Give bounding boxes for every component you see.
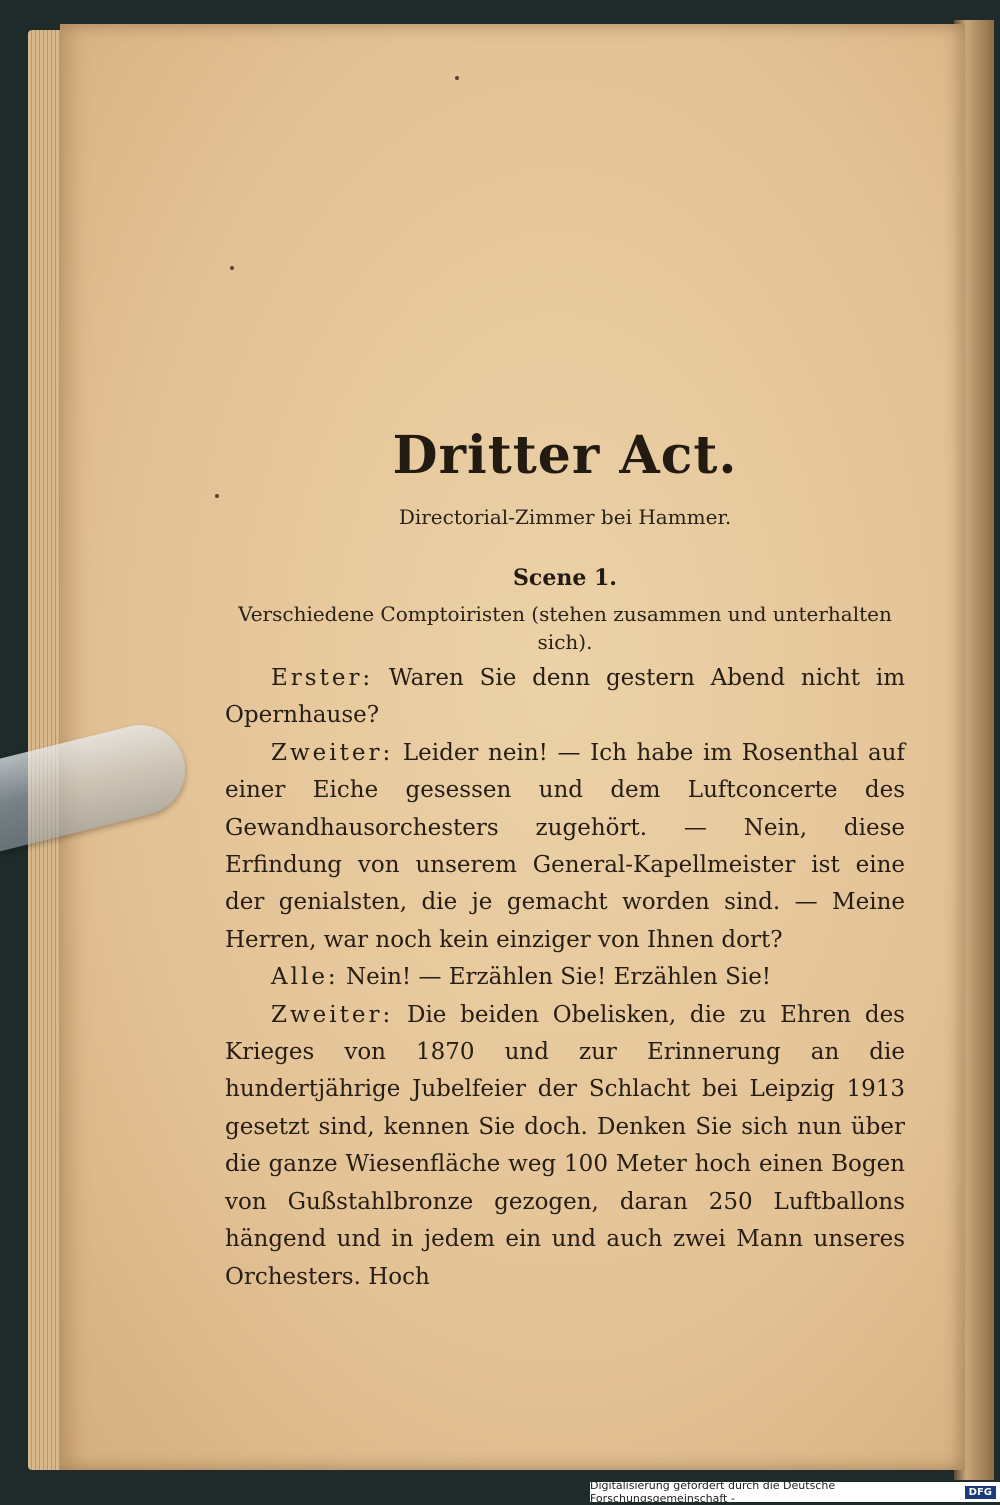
digitization-footer (590, 1479, 1000, 1505)
setting-line: Directorial-Zimmer bei Hammer. (398, 505, 732, 529)
stage-direction: Verschiedene Comptoiristen (stehen zusammen und unterhalten sich). (238, 602, 892, 654)
paper-speck (455, 76, 459, 80)
dialogue-body (225, 660, 905, 1296)
scene-heading: Scene 1. (513, 565, 617, 591)
dfg-logo: DFG (965, 1486, 996, 1499)
dialogue-text: Waren Sie denn gestern Abend nicht im Opernhause? (225, 665, 905, 729)
dialogue-text: Nein! — Erzählen Sie! Erzählen Sie! (338, 964, 772, 991)
footer-credit: Digitalisierung gefördert durch die Deutsche Forschungsgemeinschaft - (590, 1479, 836, 1505)
speaker-label: Zweiter: (271, 739, 394, 766)
act-title: Dritter Act. (392, 425, 738, 486)
dialogue-text: Die beiden Obelisken, die zu Ehren des Krieges von 1870 und zur Erinnerung an die hundertjährige Jubelfeier der Schlacht bei Leipzig 1913 gesetzt sind, kennen Sie doch. Denken Sie sich nun über die ganze Wiesenfläche weg 100 Meter hoch einen Bogen von Gußstahlbronze gezogen, daran 250 Luftballons hängend und in jedem ein und auch zwei Mann unseres Orchesters. Hoch (225, 1001, 905, 1290)
speaker-label: Zweiter: (271, 1001, 394, 1028)
dialogue-text: Leider nein! — Ich habe im Rosenthal auf einer Eiche gesessen und dem Luftconcerte des Gewandhausorchesters zugehört. — Nein, diese Erfindung von unserem General-Kapellmeister ist eine der genialsten, die je gemacht worden sind. — Meine Herren, war noch kein einziger von Ihnen dort? (225, 739, 905, 953)
speaker-label: Erster: (271, 665, 374, 691)
speaker-label: Alle: (271, 964, 339, 991)
paper-speck (215, 494, 219, 498)
dialogue-paragraph (225, 997, 905, 1296)
dialogue-paragraph (225, 735, 905, 959)
paper-speck (230, 266, 234, 270)
dialogue-paragraph (225, 959, 905, 996)
dialogue-paragraph (225, 660, 905, 735)
